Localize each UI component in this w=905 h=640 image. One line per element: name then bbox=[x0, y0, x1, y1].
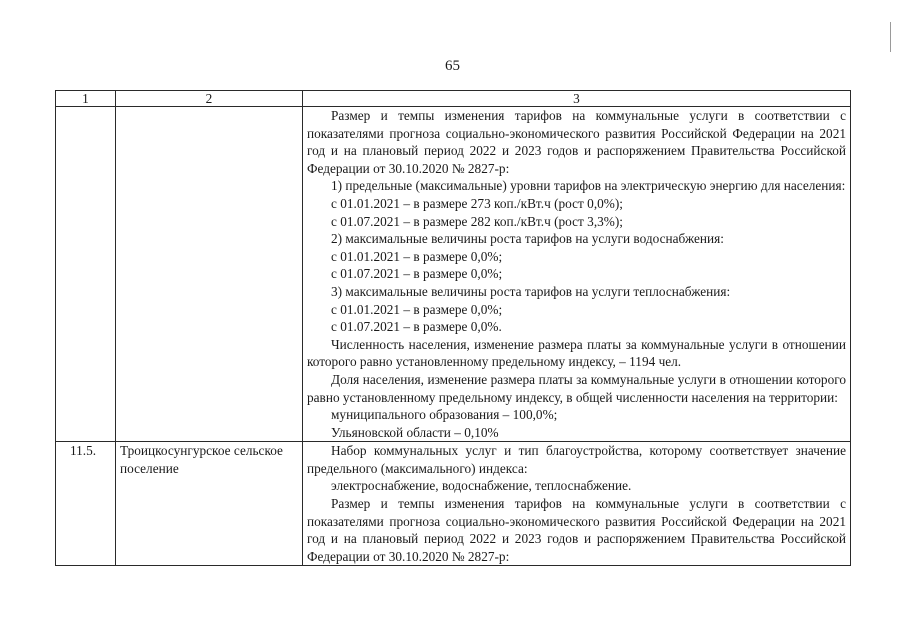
municipal-share-line: муниципального образования – 100,0%; bbox=[331, 407, 558, 423]
row-number-cell: 11.5. bbox=[56, 442, 116, 566]
tariff-paragraph: Размер и темпы изменения тарифов на коммунальные услуги в соответствии с показателями прогноза социально-экономического развития Российской Федерации на 2021 год и на плановый период 2022 и 2023 годов и распоряжением Правительства Российской Федерации от 30.10.2020 № 2827-р: bbox=[307, 108, 846, 176]
heat-line-2: с 01.07.2021 – в размере 0,0%. bbox=[331, 319, 502, 335]
services-paragraph: Набор коммунальных услуг и тип благоустройства, которому соответствует значение предельного (максимального) индекса: bbox=[307, 443, 846, 476]
scan-edge-mark bbox=[890, 22, 891, 52]
column-header-1: 1 bbox=[56, 91, 116, 107]
column-header-3: 3 bbox=[303, 91, 851, 107]
tariff-paragraph: Размер и темпы изменения тарифов на коммунальные услуги в соответствии с показателями прогноза социально-экономического развития Российской Федерации на 2021 год и на плановый период 2022 и 2023 годов и распоряжением Правительства Российской Федерации от 30.10.2020 № 2827-р: bbox=[307, 496, 846, 564]
electricity-paragraph: 1) предельные (максимальные) уровни тарифов на электрическую энергию для населения: bbox=[331, 178, 846, 194]
row-number-cell bbox=[56, 107, 116, 442]
row-name-cell bbox=[116, 107, 303, 442]
population-share-paragraph: Доля населения, изменение размера платы за коммунальные услуги в отношении которого равно установленному предельному индексу, в общей численности населения на территории: bbox=[307, 371, 846, 405]
population-paragraph: Численность населения, изменение размера платы за коммунальные услуги в отношении которого равно установленному предельному индексу, – 1194 чел. bbox=[307, 336, 846, 370]
table-row bbox=[56, 107, 851, 442]
table-row bbox=[56, 442, 851, 566]
row-content-cell bbox=[303, 107, 851, 442]
row-content-cell bbox=[303, 442, 851, 566]
page-number: 65 bbox=[445, 58, 460, 74]
heat-line-1: с 01.01.2021 – в размере 0,0%; bbox=[331, 301, 503, 317]
electricity-line-1: с 01.01.2021 – в размере 273 коп./кВт.ч (рост 0,0%); bbox=[331, 195, 623, 211]
region-share-line: Ульяновской области – 0,10% bbox=[331, 424, 499, 440]
table-header-row bbox=[56, 91, 851, 107]
column-header-2: 2 bbox=[116, 91, 303, 107]
water-line-2: с 01.07.2021 – в размере 0,0%; bbox=[331, 266, 503, 282]
tariff-table bbox=[55, 90, 851, 566]
row-name-cell: Троицкосунгурское сельское поселение bbox=[116, 442, 303, 566]
water-line-1: с 01.01.2021 – в размере 0,0%; bbox=[331, 248, 503, 264]
services-list-line: электроснабжение, водоснабжение, теплоснабжение. bbox=[331, 478, 632, 494]
electricity-line-2: с 01.07.2021 – в размере 282 коп./кВт.ч (рост 3,3%); bbox=[331, 213, 623, 229]
water-heading: 2) максимальные величины роста тарифов на услуги водоснабжения: bbox=[331, 231, 724, 247]
heat-heading: 3) максимальные величины роста тарифов на услуги теплоснабжения: bbox=[331, 283, 731, 299]
